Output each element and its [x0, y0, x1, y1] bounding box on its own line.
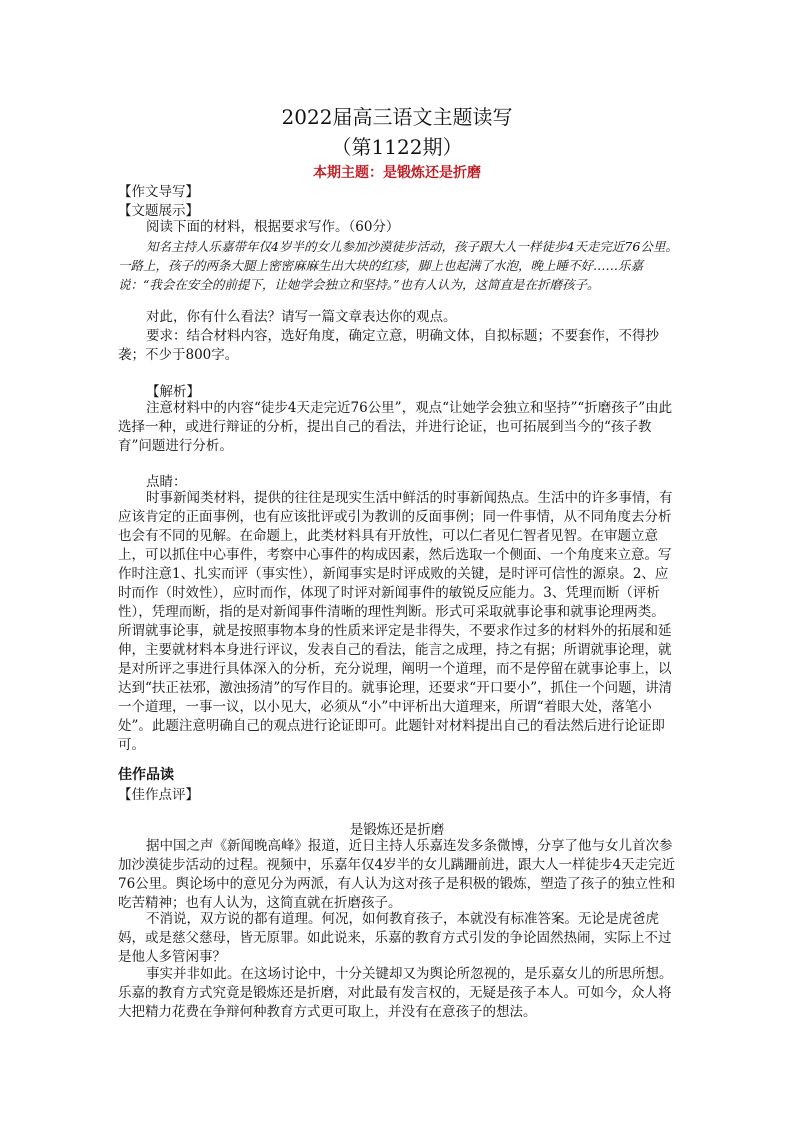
- review-heading: 【佳作点评】: [118, 787, 199, 803]
- essay-paragraph-2: 不消说，双方说的都有道理。何况，如何教育孩子，本就没有标准答案。无论是虎爸虎妈，或是慈父慈母，皆无原罪。如此说来，乐嘉的教育方式引发的争论固然热闹，实际上不过是他人多管闲事？: [118, 911, 672, 965]
- prompt-question: 对此，你有什么看法？请写一篇文章表达你的观点。: [146, 309, 457, 325]
- issue-theme: 本期主题：是锻炼还是折磨: [313, 165, 481, 181]
- section-guide-heading: 【作文导写】: [118, 184, 199, 200]
- analysis-text: 注意材料中的内容“徒步4天走完近76公里”，观点“让她学会独立和坚持”“折磨孩子”由此选择一种，或进行辩证的分析，提出自己的看法，并进行论证，也可拓展到当今的“孩子教育”问题进行分析。: [118, 400, 673, 454]
- prompt-material: 知名主持人乐嘉带年仅4岁半的女儿参加沙漠徒步活动，孩子跟大人一样徒步4天走完近76公里。一路上，孩子的两条大腿上密密麻麻生出大块的红疹，脚上也起满了水泡，晚上睡不好……乐嘉说：“我会在安全的前提下，让她学会独立和坚持。”也有人认为，这简直是在折磨孩子。: [118, 239, 678, 292]
- section-prompt-heading: 【文题展示】: [118, 203, 199, 219]
- essay-paragraph-1: 据中国之声《新闻晚高峰》报道，近日主持人乐嘉连发多条微博，分享了他与女儿首次参加沙漠徒步活动的过程。视频中，乐嘉年仅4岁半的女儿蹒跚前进，跟大人一样徒步4天走完近76公里。舆论场中的意见分为两派，有人认为这对孩子是积极的锻炼，塑造了孩子的独立性和吃苦精神；也有人认为，这简直就在折磨孩子。: [118, 838, 676, 911]
- tips-heading: 点睛：: [146, 474, 187, 490]
- essay-title: 是锻炼还是折磨: [349, 822, 445, 838]
- reading-heading: 佳作品读: [118, 767, 174, 783]
- prompt-intro: 阅读下面的材料，根据要求写作。（60分）: [146, 219, 400, 235]
- essay-paragraph-3: 事实并非如此。在这场讨论中，十分关键却又为舆论所忽视的，是乐嘉女儿的所思所想。乐嘉的教育方式究竟是锻炼还是折磨，对此最有发言权的，无疑是孩子本人。可如今，众人将大把精力花费在争辩何种教育方式更可取上，并没有在意孩子的想法。: [118, 966, 673, 1020]
- issue-number: （第1122期）: [331, 135, 463, 159]
- tips-text: 时事新闻类材料，提供的往往是现实生活中鲜活的时事新闻热点。生活中的许多事情，有应该肯定的正面事例，也有应该批评或引为教训的反面事例；同一件事情，从不同角度去分析也会有不同的见解。在命题上，此类材料具有开放性，可以仁者见仁智者见智。在审题立意上，可以抓住中心事件，考察中心事件的构成因素，然后选取一个侧面、一个角度来立意。写作时注意1、扎实而评（事实性），新闻事实是时评成败的关键，是时评可信性的源泉。2、应时而作（时效性），应时而作，体现了时评对新闻事件的敏锐反应能力。3、凭理而断（评析性），凭理而断，指的是对新闻事件清晰的理性判断。形式可采取就事论事和就事论理两类。所谓就事论事，就是按照事物本身的性质来评定是非得失，不要求作过多的材料外的拓展和延伸，主要就材料本身进行评议，发表自己的看法，能言之成理，持之有据；所谓就事论理，就是对所评之事进行具体深入的分析，充分说理，阐明一个道理，而不是停留在就事论事上，以达到“扶正祛邪，激浊扬清”的写作目的。就事论理，还要求“开口要小”，抓住一个问题，讲清一个道理，一事一议，以小见大，必须从“小”中评析出大道理来，所谓“着眼大处，落笔小处”。此题注意明确自己的观点进行论证即可。此题针对材料提出自己的看法然后进行论证即可。: [118, 490, 673, 753]
- document-title: 2022届高三语文主题读写: [281, 105, 513, 129]
- analysis-heading: 【解析】: [146, 384, 200, 400]
- prompt-requirements: 要求：结合材料内容，选好角度，确定立意，明确文体，自拟标题；不要套作，不得抄袭；不少于800字。: [118, 328, 659, 363]
